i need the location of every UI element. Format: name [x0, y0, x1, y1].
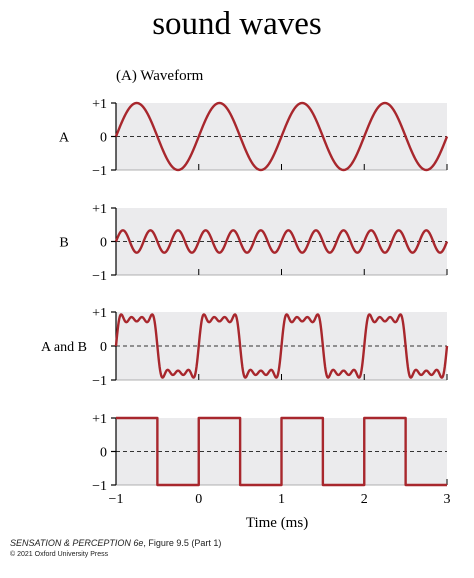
panel-2 — [59, 202, 447, 284]
y-tick-label: 0 — [100, 130, 107, 146]
y-tick-label: −1 — [92, 164, 107, 179]
page-title: sound waves — [152, 6, 322, 42]
row-label: A — [58, 130, 70, 146]
row-label: A and B — [41, 340, 87, 355]
y-tick-label: +1 — [92, 412, 107, 427]
panel-4 — [92, 412, 447, 494]
x-tick-label: 0 — [195, 492, 203, 507]
y-tick-label: +1 — [92, 97, 107, 112]
row-label: B — [59, 235, 69, 251]
y-tick-label: −1 — [92, 374, 107, 389]
y-tick-label: 0 — [100, 340, 107, 355]
panel-3 — [41, 306, 447, 389]
y-tick-label: −1 — [92, 479, 107, 494]
y-tick-label: 0 — [100, 445, 107, 461]
credit-title: SENSATION & PERCEPTION 6e — [10, 538, 144, 548]
panels — [41, 97, 450, 507]
credit-copyright: © 2021 Oxford University Press — [10, 551, 109, 558]
y-tick-label: +1 — [92, 202, 107, 217]
chart-title: (A) Waveform — [116, 68, 204, 84]
x-tick-label: 3 — [443, 492, 451, 507]
x-tick-label: 1 — [278, 492, 285, 507]
figure-credit — [10, 538, 221, 560]
credit-figure: , Figure 9.5 (Part 1) — [143, 538, 222, 548]
x-tick-label: 2 — [360, 492, 368, 507]
x-axis-label: Time (ms) — [245, 515, 309, 531]
y-tick-label: +1 — [92, 306, 107, 321]
panel-1 — [59, 97, 447, 179]
y-tick-label: 0 — [100, 235, 107, 251]
x-tick-label: −1 — [108, 492, 124, 507]
y-tick-label: −1 — [92, 269, 107, 284]
